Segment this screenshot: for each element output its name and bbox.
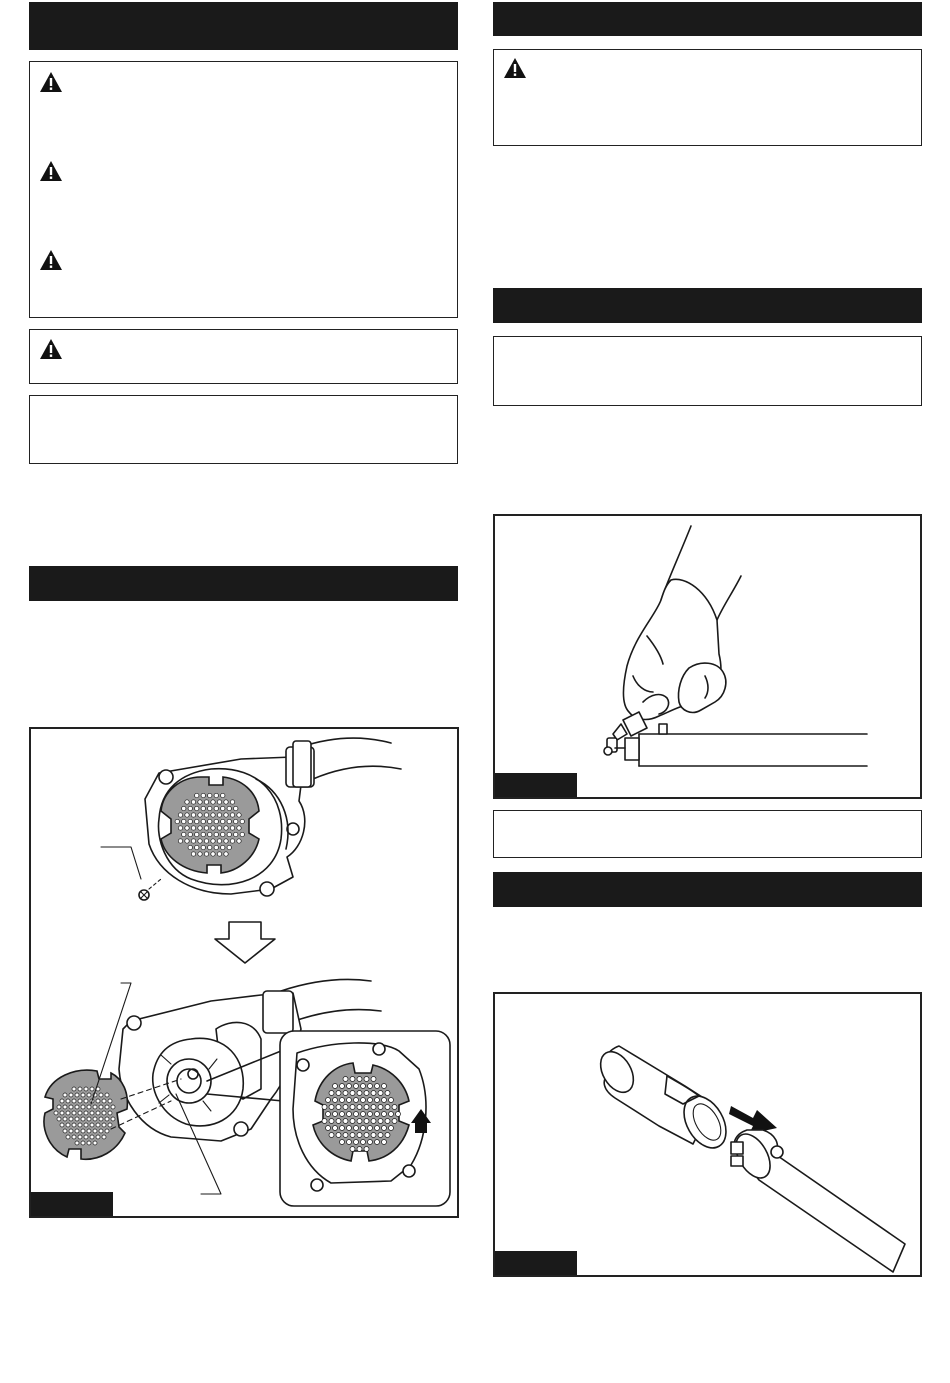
filter-hole <box>99 1093 103 1097</box>
filter-hole <box>105 1093 109 1097</box>
filter-hole <box>75 1129 79 1133</box>
filter-hole <box>90 1135 94 1139</box>
filter-hole <box>385 1105 390 1110</box>
filter-hole <box>69 1129 73 1133</box>
filter-hole <box>214 819 218 823</box>
filter-hole <box>78 1111 82 1115</box>
filter-hole <box>234 819 238 823</box>
filter-hole <box>343 1077 348 1082</box>
filter-hole <box>364 1133 369 1138</box>
filter-hole <box>217 852 221 856</box>
filter-hole <box>191 852 195 856</box>
filter-hole <box>201 832 205 836</box>
filter-hole <box>340 1126 345 1131</box>
filter-hole <box>227 819 231 823</box>
filter-hole <box>191 826 195 830</box>
filter-hole <box>350 1105 355 1110</box>
filter-hole <box>96 1123 100 1127</box>
filter-hole <box>204 826 208 830</box>
filter-hole <box>382 1112 387 1117</box>
filter-hole <box>111 1105 115 1109</box>
filter-hole <box>208 793 212 797</box>
filter-hole <box>178 813 182 817</box>
filter-hole <box>195 832 199 836</box>
filter-hole <box>195 806 199 810</box>
down-arrow-icon <box>215 922 275 963</box>
filter-hole <box>69 1117 73 1121</box>
filter-hole <box>396 1112 401 1117</box>
warning-box <box>29 61 458 318</box>
filter-hole <box>224 826 228 830</box>
filter-hole <box>378 1133 383 1138</box>
filter-hole <box>347 1084 352 1089</box>
filter-hole <box>214 793 218 797</box>
filter-hole <box>105 1117 109 1121</box>
filter-hole <box>195 819 199 823</box>
filter-hole <box>102 1135 106 1139</box>
filter-hole <box>105 1105 109 1109</box>
filter-hole <box>84 1087 88 1091</box>
filter-hole <box>84 1123 88 1127</box>
filter-hole <box>201 819 205 823</box>
filter-hole <box>240 832 244 836</box>
filter-hole <box>93 1117 97 1121</box>
filter-hole <box>66 1123 70 1127</box>
pipe-icon <box>594 1046 735 1155</box>
filter-hole <box>185 813 189 817</box>
filter-hole <box>364 1147 369 1152</box>
filter-hole <box>385 1133 390 1138</box>
filter-hole <box>211 826 215 830</box>
filter-hole <box>78 1123 82 1127</box>
filter-hole <box>214 832 218 836</box>
filter-hole <box>350 1091 355 1096</box>
filter-hole <box>357 1119 362 1124</box>
filter-hole <box>382 1084 387 1089</box>
filter-hole <box>81 1093 85 1097</box>
filter-hole <box>198 852 202 856</box>
warning-triangle-icon <box>39 338 63 360</box>
filter-hole <box>185 839 189 843</box>
filter-hole <box>211 800 215 804</box>
filter-hole <box>227 806 231 810</box>
filter-hole <box>340 1112 345 1117</box>
filter-hole <box>364 1119 369 1124</box>
filter-hole <box>378 1091 383 1096</box>
filter-hole <box>96 1099 100 1103</box>
filter-hole <box>185 826 189 830</box>
filter-hole <box>350 1147 355 1152</box>
filter-hole <box>336 1119 341 1124</box>
notice-box <box>493 336 922 406</box>
filter-hole <box>389 1098 394 1103</box>
filter-hole <box>389 1112 394 1117</box>
filter-hole <box>385 1119 390 1124</box>
filter-hole <box>87 1129 91 1133</box>
filter-hole <box>78 1087 82 1091</box>
filter-hole <box>375 1126 380 1131</box>
filter-hole <box>361 1112 366 1117</box>
filter-hole <box>72 1099 76 1103</box>
filter-hole <box>329 1119 334 1124</box>
filter-hole <box>204 839 208 843</box>
filter-hole <box>340 1140 345 1145</box>
filter-hole <box>378 1105 383 1110</box>
filter-hole <box>84 1135 88 1139</box>
figure-filter-removal <box>29 727 459 1218</box>
filter-hole <box>96 1111 100 1115</box>
filter-hole <box>63 1105 67 1109</box>
filter-hole <box>382 1126 387 1131</box>
filter-hole <box>195 793 199 797</box>
filter-hole <box>204 813 208 817</box>
filter-hole <box>333 1084 338 1089</box>
filter-hole <box>350 1077 355 1082</box>
filter-hole <box>102 1099 106 1103</box>
figure-label-tab <box>495 773 577 797</box>
filter-hole <box>375 1098 380 1103</box>
filter-hole <box>69 1093 73 1097</box>
filter-hole <box>105 1129 109 1133</box>
filter-hole <box>182 832 186 836</box>
filter-hole <box>201 806 205 810</box>
filter-hole <box>178 826 182 830</box>
filter-hole <box>195 845 199 849</box>
filter-hole <box>54 1111 58 1115</box>
filter-hole <box>75 1093 79 1097</box>
filter-hole <box>191 800 195 804</box>
filter-hole <box>322 1119 327 1124</box>
filter-hole <box>87 1117 91 1121</box>
filter-hole <box>371 1077 376 1082</box>
filter-hole <box>69 1105 73 1109</box>
filter-hole <box>357 1091 362 1096</box>
filter-hole <box>382 1140 387 1145</box>
filter-hole <box>227 845 231 849</box>
warning-triangle-icon <box>39 71 63 93</box>
filter-hole <box>208 832 212 836</box>
filter-hole <box>178 839 182 843</box>
filter-hole <box>368 1084 373 1089</box>
filter-hole <box>63 1129 67 1133</box>
filter-hole <box>230 800 234 804</box>
figure-label-tab <box>31 1192 113 1216</box>
filter-hole <box>357 1077 362 1082</box>
warning-triangle-icon <box>39 249 63 271</box>
filter-hole <box>72 1087 76 1091</box>
filter-hole <box>343 1119 348 1124</box>
filter-hole <box>354 1126 359 1131</box>
filter-hole <box>201 793 205 797</box>
filter-hole <box>361 1084 366 1089</box>
filter-hole <box>99 1117 103 1121</box>
filter-hole <box>224 839 228 843</box>
filter-hole <box>375 1084 380 1089</box>
filter-hole <box>99 1105 103 1109</box>
filter-hole <box>371 1091 376 1096</box>
filter-hole <box>227 832 231 836</box>
filter-hole <box>198 813 202 817</box>
filter-hole <box>198 839 202 843</box>
filter-hole <box>57 1117 61 1121</box>
filter-hole <box>93 1105 97 1109</box>
filter-hole <box>234 832 238 836</box>
filter-hole <box>182 806 186 810</box>
filter-hole <box>364 1105 369 1110</box>
filter-hole <box>75 1141 79 1145</box>
filter-hole <box>389 1126 394 1131</box>
filter-hole <box>185 800 189 804</box>
filter-hole <box>347 1126 352 1131</box>
warning-triangle-icon <box>39 160 63 182</box>
figure-lubrication <box>493 514 922 799</box>
filter-hole <box>221 819 225 823</box>
section-header-bar <box>493 2 922 36</box>
filter-hole <box>217 800 221 804</box>
filter-hole <box>214 845 218 849</box>
filter-hole <box>322 1105 327 1110</box>
filter-hole <box>371 1133 376 1138</box>
filter-hole <box>392 1105 397 1110</box>
filter-hole <box>368 1098 373 1103</box>
shaft-icon <box>615 724 867 766</box>
filter-hole <box>224 800 228 804</box>
filter-hole <box>211 813 215 817</box>
filter-hole <box>329 1105 334 1110</box>
figure-label-tab <box>495 1251 577 1275</box>
filter-hole <box>368 1126 373 1131</box>
filter-hole <box>364 1077 369 1082</box>
filter-hole <box>111 1117 115 1121</box>
filter-hole <box>375 1112 380 1117</box>
filter-hole <box>102 1123 106 1127</box>
filter-hole <box>188 806 192 810</box>
filter-hole <box>336 1105 341 1110</box>
filter-hole <box>340 1084 345 1089</box>
filter-hole <box>108 1111 112 1115</box>
filter-hole <box>333 1112 338 1117</box>
filter-hole <box>221 845 225 849</box>
filter-hole <box>208 845 212 849</box>
filter-hole <box>333 1126 338 1131</box>
filter-hole <box>66 1111 70 1115</box>
filter-hole <box>237 813 241 817</box>
filter-hole <box>230 839 234 843</box>
filter-hole <box>108 1123 112 1127</box>
filter-hole <box>90 1111 94 1115</box>
filter-hole <box>84 1099 88 1103</box>
filter-hole <box>63 1117 67 1121</box>
filter-hole <box>354 1098 359 1103</box>
section-header-bar <box>493 288 922 323</box>
filter-hole <box>217 826 221 830</box>
filter-hole <box>361 1126 366 1131</box>
shaft-icon <box>729 1128 905 1272</box>
filter-hole <box>60 1123 64 1127</box>
filter-hole <box>188 819 192 823</box>
filter-hole <box>357 1147 362 1152</box>
filter-hole <box>93 1129 97 1133</box>
filter-hole <box>382 1098 387 1103</box>
filter-hole <box>385 1091 390 1096</box>
filter-hole <box>96 1135 100 1139</box>
filter-hole <box>347 1098 352 1103</box>
filter-hole <box>326 1126 331 1131</box>
filter-hole <box>329 1091 334 1096</box>
filter-hole <box>375 1140 380 1145</box>
filter-hole <box>102 1111 106 1115</box>
filter-hole <box>340 1098 345 1103</box>
filter-hole <box>347 1112 352 1117</box>
filter-hole <box>217 813 221 817</box>
filter-hole <box>354 1112 359 1117</box>
filter-hole <box>60 1111 64 1115</box>
screw-icon <box>139 879 161 900</box>
filter-hole <box>63 1093 67 1097</box>
notice-box <box>493 810 922 858</box>
filter-hole <box>326 1098 331 1103</box>
filter-hole <box>364 1091 369 1096</box>
hand-icon <box>624 526 742 719</box>
caution-box <box>29 329 458 384</box>
filter-hole <box>357 1105 362 1110</box>
filter-hole <box>72 1123 76 1127</box>
filter-hole <box>81 1105 85 1109</box>
filter-hole <box>72 1111 76 1115</box>
filter-hole <box>182 819 186 823</box>
filter-hole <box>237 839 241 843</box>
filter-hole <box>78 1099 82 1103</box>
filter-hole <box>87 1105 91 1109</box>
warning-box <box>493 49 922 146</box>
filter-hole <box>361 1140 366 1145</box>
filter-hole <box>371 1105 376 1110</box>
filter-hole <box>87 1093 91 1097</box>
filter-hole <box>60 1099 64 1103</box>
filter-hole <box>175 819 179 823</box>
filter-hole <box>343 1105 348 1110</box>
filter-hole <box>75 1105 79 1109</box>
filter-hole <box>350 1119 355 1124</box>
filter-hole <box>87 1141 91 1145</box>
filter-hole <box>230 826 234 830</box>
filter-hole <box>211 852 215 856</box>
filter-hole <box>230 813 234 817</box>
filter-hole <box>57 1105 61 1109</box>
filter-hole <box>234 806 238 810</box>
filter-hole <box>326 1112 331 1117</box>
filter-hole <box>224 852 228 856</box>
filter-hole <box>378 1119 383 1124</box>
filter-hole <box>188 832 192 836</box>
filter-hole <box>221 793 225 797</box>
warning-triangle-icon <box>503 57 527 79</box>
filter-hole <box>350 1133 355 1138</box>
filter-hole <box>204 852 208 856</box>
filter-hole <box>221 832 225 836</box>
filter-hole <box>198 826 202 830</box>
filter-hole <box>357 1133 362 1138</box>
filter-hole <box>72 1135 76 1139</box>
filter-hole <box>81 1141 85 1145</box>
filter-hole <box>208 806 212 810</box>
filter-hole <box>224 813 228 817</box>
filter-hole <box>90 1087 94 1091</box>
figure-pipe-connection <box>493 992 922 1277</box>
filter-hole <box>371 1119 376 1124</box>
filter-hole <box>217 839 221 843</box>
filter-hole <box>75 1117 79 1121</box>
filter-hole <box>237 826 241 830</box>
filter-hole <box>81 1129 85 1133</box>
filter-screen-icon <box>161 777 259 873</box>
filter-hole <box>108 1099 112 1103</box>
filter-hole <box>343 1133 348 1138</box>
filter-hole <box>368 1112 373 1117</box>
filter-hole <box>93 1141 97 1145</box>
filter-hole <box>392 1119 397 1124</box>
filter-hole <box>333 1098 338 1103</box>
notice-box <box>29 395 458 464</box>
filter-hole <box>191 839 195 843</box>
filter-hole <box>354 1084 359 1089</box>
filter-hole <box>329 1133 334 1138</box>
filter-hole <box>201 845 205 849</box>
filter-hole <box>211 839 215 843</box>
section-header-bar <box>29 2 458 50</box>
filter-hole <box>368 1140 373 1145</box>
filter-hole <box>336 1133 341 1138</box>
filter-hole <box>204 800 208 804</box>
filter-hole <box>221 806 225 810</box>
filter-hole <box>66 1135 70 1139</box>
filter-hole <box>343 1091 348 1096</box>
section-header-bar <box>493 872 922 907</box>
filter-hole <box>188 845 192 849</box>
section-header-bar <box>29 566 458 601</box>
filter-hole <box>214 806 218 810</box>
filter-hole <box>78 1135 82 1139</box>
filter-hole <box>336 1091 341 1096</box>
filter-hole <box>361 1098 366 1103</box>
filter-hole <box>354 1140 359 1145</box>
filter-hole <box>240 819 244 823</box>
filter-hole <box>99 1129 103 1133</box>
filter-hole <box>81 1117 85 1121</box>
filter-hole <box>90 1123 94 1127</box>
filter-hole <box>347 1140 352 1145</box>
filter-hole <box>208 819 212 823</box>
filter-hole <box>84 1111 88 1115</box>
filter-hole <box>191 813 195 817</box>
filter-hole <box>198 800 202 804</box>
filter-hole <box>66 1099 70 1103</box>
